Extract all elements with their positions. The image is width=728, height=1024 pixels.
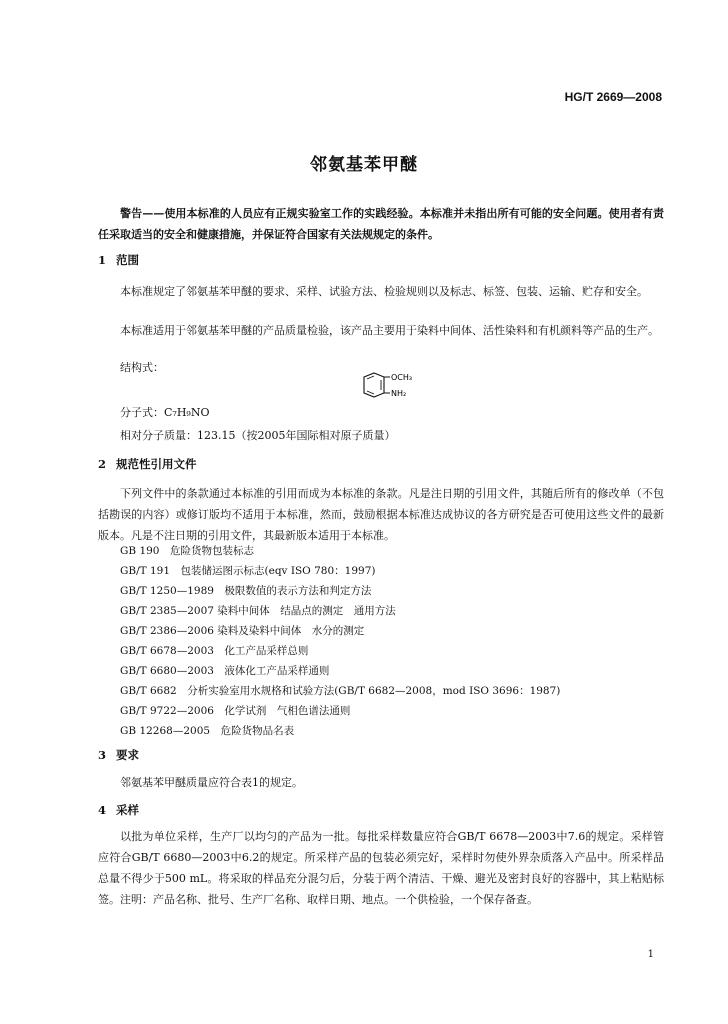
document-title: 邻氨基苯甲醚 (310, 155, 418, 175)
molecular-formula: 分子式：C₇H₉NO (120, 406, 210, 419)
section-title: 采样 (116, 803, 139, 817)
section-4-heading (98, 802, 139, 818)
section-number: 2 (98, 457, 107, 471)
reference-item: GB 12268—2005 危险货物品名表 (120, 725, 295, 737)
section-2-heading (98, 456, 197, 472)
section-title: 范围 (116, 253, 139, 267)
nh2-label: NH₂ (391, 389, 407, 398)
reference-item: GB/T 1250—1989 极限数值的表示方法和判定方法 (120, 585, 372, 597)
reference-item: GB/T 6682 分析实验室用水规格和试验方法(GB/T 6682—2008，mod ISO 3696：1987) (120, 685, 561, 697)
requirements-text: 邻氨基苯甲醚质量应符合表1的规定。 (120, 776, 303, 789)
standard-code: HG/T 2669—2008 (564, 90, 662, 104)
reference-item: GB/T 9722—2006 化学试剂 气相色谱法通则 (120, 705, 351, 717)
scope-paragraph-1: 本标准规定了邻氨基苯甲醚的要求、采样、试验方法、检验规则以及标志、标签、包装、运输、贮存和安全。 (120, 285, 648, 298)
reference-item: GB/T 6678—2003 化工产品采样总则 (120, 645, 309, 657)
reference-item: GB/T 6680—2003 液体化工产品采样通则 (120, 665, 330, 677)
section-number: 4 (98, 803, 107, 817)
section-title: 规范性引用文件 (116, 457, 197, 471)
section-number: 3 (98, 748, 107, 762)
reference-item: GB/T 2386—2006 染料及染料中间体 水分的测定 (120, 625, 365, 637)
scope-paragraph-2: 本标准适用于邻氨基苯甲醚的产品质量检验，该产品主要用于染料中间体、活性染料和有机颜料等产品的生产。 (120, 324, 659, 337)
molecular-mass: 相对分子质量：123.15（按2005年国际相对原子质量） (120, 429, 396, 442)
sampling-paragraph: 以批为单位采样，生产厂以均匀的产品为一批。每批采样数量应符合GB/T 6678—2003中7.6的规定。采样管应符合GB/T 6680—2003中6.2的规定。所采样产品的包装必须完好，采样时勿使外界杂质落入产品中。所采样品总量不得少于500 mL。将采取的样品充分混匀后，分装于两个清洁、干燥、避光及密封良好的容器中，其上粘贴标签。注明：产品名称、批号、生产厂名称、取样日期、地点。一个供检验，一个保存备查。 (98, 830, 664, 906)
reference-item: GB/T 2385—2007 染料中间体 结晶点的测定 通用方法 (120, 605, 396, 617)
reference-item: GB/T 191 包装储运图示标志(eqv ISO 780：1997) (120, 565, 376, 577)
section-number: 1 (98, 253, 107, 267)
page-number: 1 (647, 949, 654, 960)
section-1-heading (98, 252, 139, 268)
warning-paragraph: 警告——使用本标准的人员应有正规实验室工作的实践经验。本标准并未指出所有可能的安全问题。使用者有责任采取适当的安全和健康措施，并保证符合国家有关法规规定的条件。 (98, 207, 664, 241)
refs-intro-paragraph: 下列文件中的条款通过本标准的引用而成为本标准的条款。凡是注日期的引用文件，其随后所有的修改单（不包括勘误的内容）或修订版均不适用于本标准，然而，鼓励根据本标准达成协议的各方研究是否可使用这些文件的最新版本。凡是不注日期的引用文件，其最新版本适用于本标准。 (98, 487, 664, 542)
och3-label: OCH₃ (391, 373, 413, 382)
section-title: 要求 (116, 748, 139, 762)
structural-formula (353, 369, 443, 409)
section-3-heading (98, 747, 139, 763)
reference-item: GB 190 危险货物包装标志 (120, 545, 254, 557)
structure-label: 结构式： (120, 361, 164, 374)
